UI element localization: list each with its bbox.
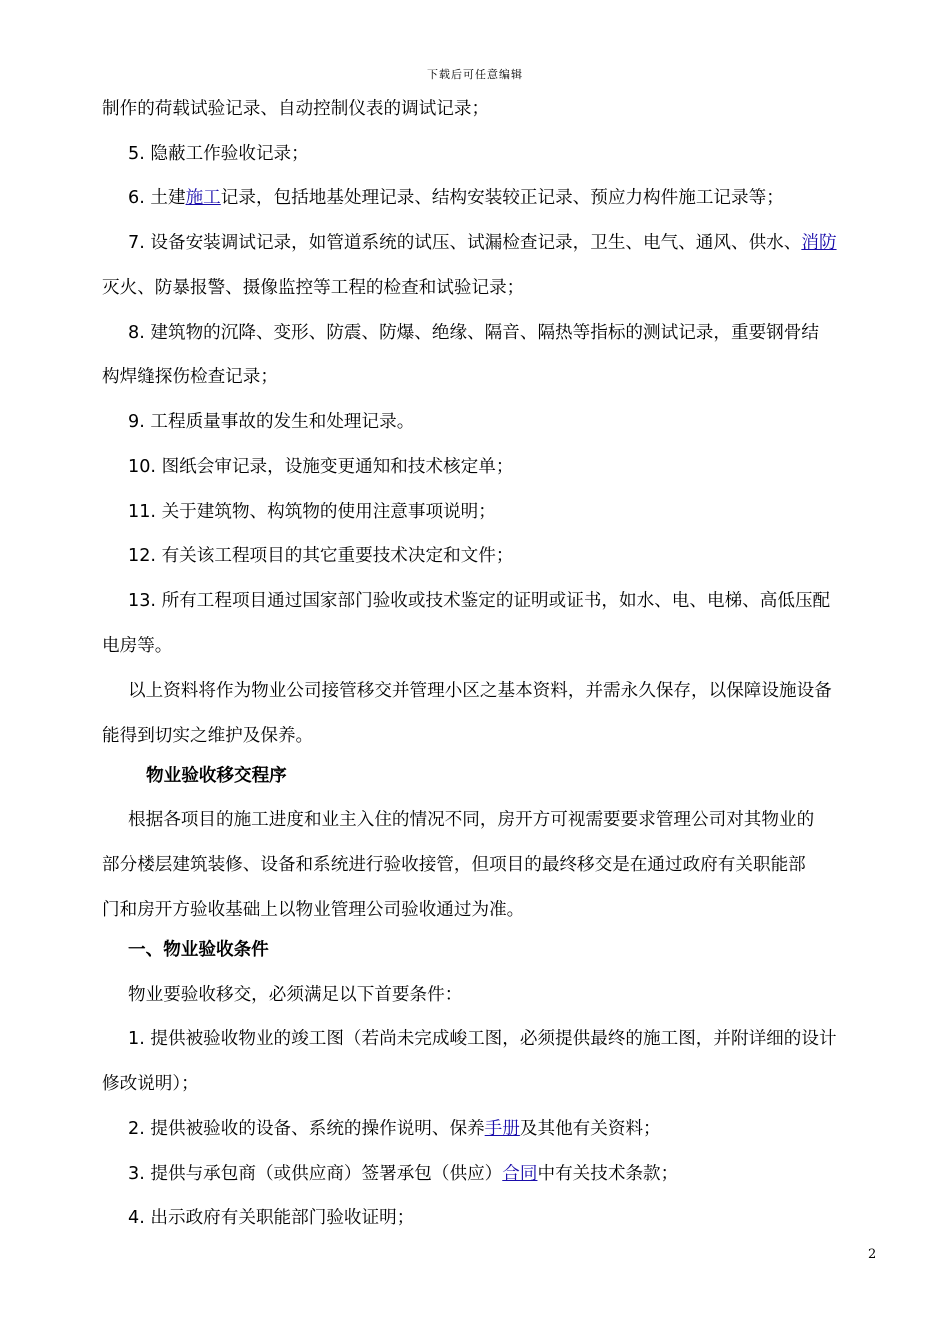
text-segment: 记录，包括地基处理记录、结构安装较正记录、预应力构件施工记录等；: [220, 188, 784, 208]
body-line: 以上资料将作为物业公司接管移交并管理小区之基本资料，并需永久保存，以保障设施设备: [128, 681, 832, 701]
text-segment: 2. 提供被验收的设备、系统的操作说明、保养: [128, 1119, 485, 1139]
text-segment: 中有关技术条款；: [537, 1164, 679, 1184]
link-hetong[interactable]: 合同: [502, 1164, 538, 1184]
body-line: 部分楼层建筑装修、设备和系统进行验收接管，但项目的最终移交是在通过政府有关职能部: [102, 855, 806, 875]
body-line: 4. 出示政府有关职能部门验收证明；: [128, 1208, 415, 1228]
body-line: 能得到切实之维护及保养。: [102, 726, 314, 746]
link-shouce[interactable]: 手册: [484, 1119, 520, 1139]
body-line: 11. 关于建筑物、构筑物的使用注意事项说明；: [128, 502, 496, 522]
body-line: 门和房开方验收基础上以物业管理公司验收通过为准。: [102, 900, 525, 920]
link-shigong[interactable]: 施工: [185, 188, 221, 208]
body-line: 构焊缝探伤检查记录；: [102, 367, 278, 387]
body-line: 1. 提供被验收物业的竣工图（若尚未完成峻工图，必须提供最终的施工图，并附详细的设计: [128, 1029, 837, 1049]
section-heading: 物业验收移交程序: [146, 766, 287, 786]
body-line: [128, 186, 784, 210]
body-line: 8. 建筑物的沉降、变形、防震、防爆、绝缘、隔音、隔热等指标的测试记录，重要钢骨结: [128, 323, 819, 343]
text-segment: 3. 提供与承包商（或供应商）签署承包（供应）: [128, 1164, 503, 1184]
link-xiaofang[interactable]: 消防: [801, 233, 837, 253]
body-line: [128, 1162, 678, 1186]
body-line: 12. 有关该工程项目的其它重要技术决定和文件；: [128, 546, 514, 566]
text-segment: 7. 设备安装调试记录，如管道系统的试压、试漏检查记录，卫生、电气、通风、供水、: [128, 233, 802, 253]
body-line: 13. 所有工程项目通过国家部门验收或技术鉴定的证明或证书，如水、电、电梯、高低压配: [128, 591, 831, 611]
body-line: 制作的荷载试验记录、自动控制仪表的调试记录；: [102, 99, 490, 119]
body-line: 修改说明）；: [102, 1074, 199, 1094]
text-segment: 及其他有关资料；: [519, 1119, 661, 1139]
body-line: [128, 231, 837, 255]
body-line: 5. 隐蔽工作验收记录；: [128, 144, 309, 164]
page-header-note: 下载后可任意编辑: [427, 68, 523, 81]
body-line: 灭火、防暴报警、摄像监控等工程的检查和试验记录；: [102, 278, 525, 298]
body-line: 9. 工程质量事故的发生和处理记录。: [128, 412, 415, 432]
body-line: 10. 图纸会审记录，设施变更通知和技术核定单；: [128, 457, 514, 477]
section-heading: 一、物业验收条件: [128, 940, 269, 960]
body-line: 物业要验收移交，必须满足以下首要条件：: [128, 985, 463, 1005]
body-line: [128, 1117, 661, 1141]
text-segment: 6. 土建: [128, 188, 186, 208]
body-line: 根据各项目的施工进度和业主入住的情况不同，房开方可视需要要求管理公司对其物业的: [128, 810, 815, 830]
page-number: 2: [868, 1247, 877, 1262]
body-line: 电房等。: [102, 636, 173, 656]
